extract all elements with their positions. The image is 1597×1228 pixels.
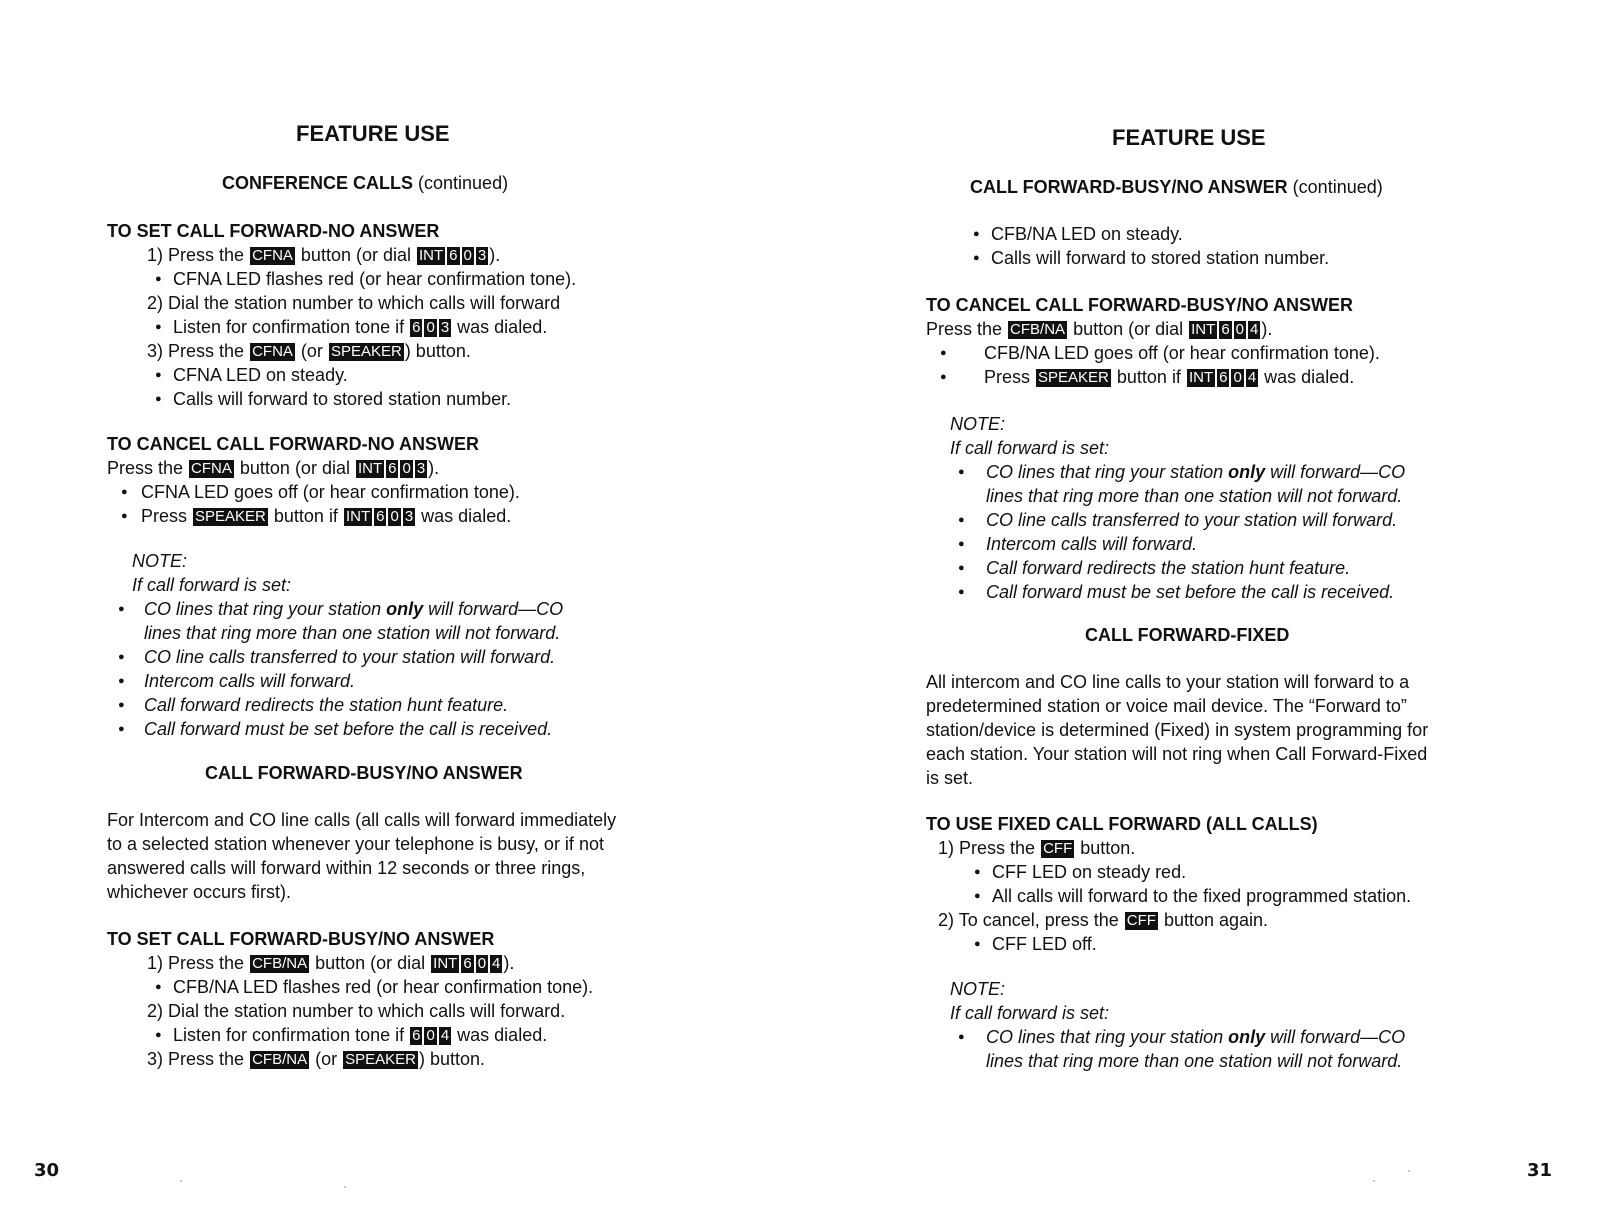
step-1: 1) Press the CFB/NA button (or dial INT 6 0 4 ). [147,953,515,973]
key-label: 6 [376,508,385,525]
key-label: CFB/NA [1010,321,1066,338]
key-label: 3 [440,319,450,336]
cfbna-key: CFB/NA [252,1051,308,1068]
instruction-line: Press the CFB/NA button (or dial INT 6 0 4 ). [926,319,1273,339]
key-label: 3 [404,508,414,525]
key-label: INT [357,460,383,477]
list-item: ● CFF LED on steady red. [926,860,1411,884]
scan-speck [344,1186,346,1188]
set-cfna-block [107,219,576,411]
list-item: ● Listen for confirmation tone if 6 0 4 was dialed. [107,1023,593,1047]
key-label: 6 [412,319,421,336]
list-item: ● Call forward redirects the station hunt feature. [958,558,1351,578]
section-heading: TO CANCEL CALL FORWARD-BUSY/NO ANSWER [926,295,1354,315]
speaker-key: SPEAKER [330,343,402,360]
key-label: 6 [1221,321,1230,338]
list-item: ● Call forward must be set before the call is received. [118,719,553,739]
section-heading: TO SET CALL FORWARD-BUSY/NO ANSWER [107,929,495,949]
list-item: ● CFNA LED goes off (or hear confirmation tone). [107,480,520,504]
cfbna-key: CFB/NA [252,955,308,972]
list-item: ● Call forward must be set before the call is received. [958,582,1395,602]
note-label: NOTE: [950,414,1006,434]
step-2: 2) Dial the station number to which calls will forward. [147,1001,566,1021]
key-label: 6 [388,460,397,477]
list-item: ● Press SPEAKER button if INT 6 0 3 was dialed. [107,504,520,528]
list-item: ● CO lines that ring your station only will forward—CO [958,462,1406,482]
note-label: NOTE: [132,551,188,571]
use-cff-block [926,812,1411,956]
section-subtitle: CALL FORWARD-BUSY/NO ANSWER (continued) [970,177,1383,197]
key-label: 3 [477,247,487,264]
key-label: 0 [426,1027,435,1044]
list-item-continuation: lines that ring more than one station will not forward. [986,486,1403,506]
list-item: ● CO line calls transferred to your station will forward. [958,510,1398,530]
note-intro: If call forward is set: [132,575,292,595]
step-2: 2) Dial the station number to which calls will forward [147,293,561,313]
key-label: 0 [402,460,411,477]
scan-speck [1373,1180,1375,1182]
scan-speck [1408,1170,1410,1172]
page-title: FEATURE USE [1112,125,1266,150]
section-heading: TO USE FIXED CALL FORWARD (ALL CALLS) [926,814,1318,834]
list-item: ● Call forward redirects the station hunt feature. [118,695,509,715]
section-heading: CALL FORWARD-BUSY/NO ANSWER [205,763,523,783]
page-number: 31 [1527,1160,1553,1181]
page-number: 30 [34,1160,60,1181]
list-item: ● CFB/NA LED goes off (or hear confirmation tone). [926,341,1380,365]
note-block [118,549,587,741]
key-label: 0 [390,508,399,525]
step-3: 3) Press the CFB/NA (or SPEAKER ) button. [147,1049,486,1069]
key-label: INT [1188,369,1214,386]
list-item: ● CFF LED off. [926,932,1411,956]
cfna-key: CFNA [252,247,293,264]
key-label: 6 [412,1027,421,1044]
right-page [799,0,1597,1228]
key-label: 0 [477,955,487,972]
list-item: ● Calls will forward to stored station number. [107,387,576,411]
key-label: 6 [1219,369,1228,386]
list-item-continuation: lines that ring more than one station will not forward. [986,1051,1403,1071]
continued-list [925,222,1329,270]
key-label: CFNA [191,460,232,477]
cancel-cfb-block [926,293,1380,389]
section-subtitle: CONFERENCE CALLS (continued) [222,173,509,193]
note-intro: If call forward is set: [950,438,1110,458]
list-item: ● CO lines that ring your station only will forward—CO [118,599,564,619]
key-label: 0 [463,247,472,264]
speaker-key: SPEAKER [345,1051,416,1068]
int-key: INT [433,955,458,972]
list-item: ● CFB/NA LED flashes red (or hear confirmation tone). [107,975,593,999]
list-item: ● All calls will forward to the fixed programmed station. [926,884,1411,908]
key-label: 0 [1235,321,1244,338]
key-label: 6 [449,247,458,264]
instruction-line: Press the CFNA button (or dial INT 6 0 3 ). [107,458,440,478]
cancel-cfna-block [107,432,520,528]
cff-description: All intercom and CO line calls to your station will forward to a predetermined station or voice mail device. The “Forward to” station/device is determined (Fixed) in system programming for each station. Your station will not ring when Call Forward-Fixed is set. [926,672,1429,788]
key-label: INT [1191,321,1216,338]
cfb-description: For Intercom and CO line calls (all calls will forward immediately to a selected station whenever your telephone is busy, or if not answered calls will forward within 12 seconds or three rings, whichever occurs first). [107,810,617,902]
key-label: SPEAKER [195,508,266,525]
key-label: 4 [440,1027,450,1044]
step-1: 1) Press the CFF button. [938,838,1136,858]
list-item: ● CO line calls transferred to your station will forward. [118,647,556,667]
key-label: SPEAKER [1038,369,1109,386]
key-label: 3 [416,460,426,477]
list-item: ● Intercom calls will forward. [958,534,1198,554]
step-1: 1) Press the CFNA button (or dial INT 6 0 3 ). [147,245,501,265]
note-label: NOTE: [950,979,1006,999]
note-block [950,977,1405,1073]
list-item: ● CFNA LED on steady. [107,363,576,387]
cff-key: CFF [1043,840,1073,857]
key-label: 0 [426,319,435,336]
list-item: ● Listen for confirmation tone if 6 0 3 was dialed. [107,315,576,339]
key-label: 6 [463,955,472,972]
list-item: ● Calls will forward to stored station number. [925,246,1329,270]
cfna-key: CFNA [252,343,293,360]
note-intro: If call forward is set: [950,1003,1110,1023]
list-item: ● CO lines that ring your station only will forward—CO [958,1027,1406,1047]
list-item: ● CFNA LED flashes red (or hear confirmation tone). [107,267,576,291]
step-2: 2) To cancel, press the CFF button again. [938,910,1269,930]
section-heading: TO CANCEL CALL FORWARD-NO ANSWER [107,434,479,454]
key-label: INT [345,508,371,525]
note-block [950,412,1405,604]
list-item-continuation: lines that ring more than one station will not forward. [144,623,561,643]
step-3: 3) Press the CFNA (or SPEAKER ) button. [147,341,471,361]
key-label: 4 [492,955,501,972]
list-item: ● Press SPEAKER button if INT 6 0 4 was dialed. [926,365,1380,389]
section-heading: TO SET CALL FORWARD-NO ANSWER [107,221,440,241]
key-label: 0 [1233,369,1242,386]
cff-key: CFF [1126,912,1156,929]
key-label: 4 [1250,321,1259,338]
list-item: ● Intercom calls will forward. [118,671,356,691]
scan-speck [180,1180,182,1182]
list-item: ● CFB/NA LED on steady. [925,222,1329,246]
key-label: 4 [1247,369,1257,386]
section-heading: CALL FORWARD-FIXED [1085,625,1290,645]
left-page [0,0,798,1228]
set-cfb-block [107,927,593,1071]
page-title: FEATURE USE [296,121,450,146]
int-key: INT [419,247,444,264]
